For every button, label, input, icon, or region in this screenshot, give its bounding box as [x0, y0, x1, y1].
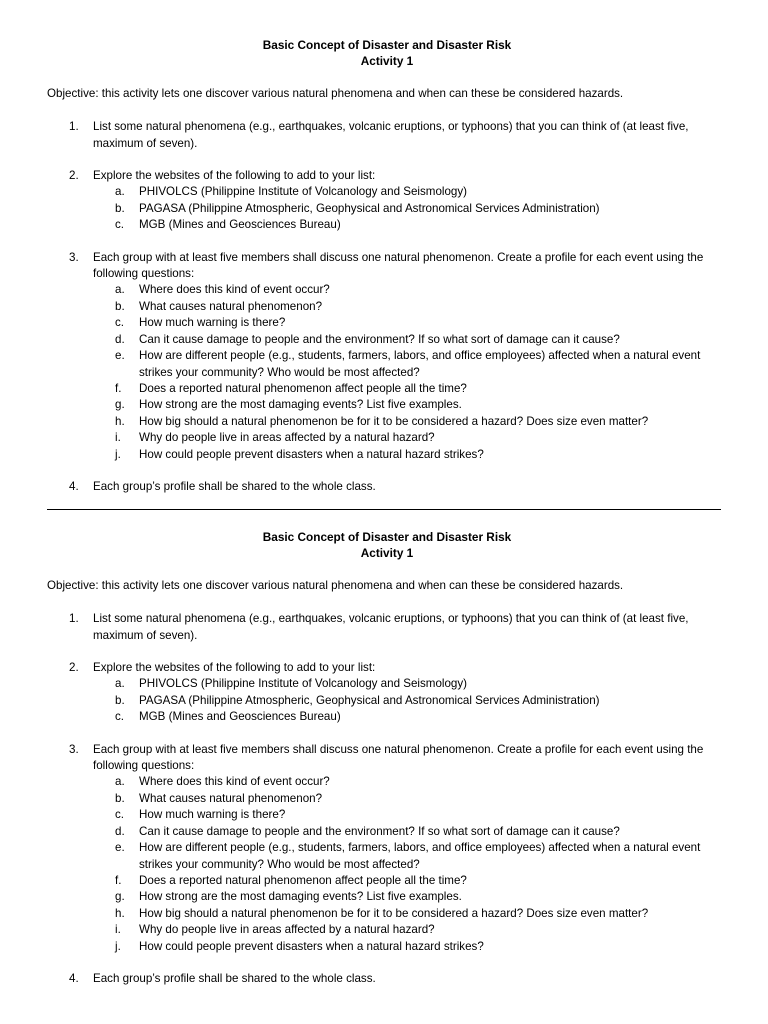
sub-item-letter: h. — [115, 906, 125, 920]
objective-text: Objective: this activity lets one discover various natural phenomena and when can these be considered hazards. — [47, 578, 624, 592]
sub-item-text: How big should a natural phenomenon be for it to be considered a hazard? Does size even matter? — [139, 906, 649, 920]
sub-item-letter: c. — [115, 316, 125, 330]
sub-item — [93, 807, 727, 823]
sub-item-text: What causes natural phenomenon? — [139, 791, 323, 805]
sub-item — [93, 791, 727, 807]
step-text: Each group’s profile shall be shared to the whole class. — [93, 479, 376, 493]
document-title: Basic Concept of Disaster and Disaster Risk — [262, 38, 512, 52]
step-number: 3. — [69, 250, 79, 264]
sub-item-letter: i. — [115, 923, 121, 937]
sub-item — [93, 299, 727, 315]
sub-item-text: How could people prevent disasters when a natural hazard strikes? — [139, 447, 484, 461]
step-number: 2. — [69, 169, 79, 183]
sub-item-letter: c. — [115, 218, 125, 232]
step-number: 1. — [69, 120, 79, 134]
sub-item-text: MGB (Mines and Geosciences Bureau) — [139, 218, 341, 232]
sub-item-text: PAGASA (Philippine Atmospheric, Geophysical and Astronomical Services Administration) — [139, 693, 600, 707]
sub-item — [93, 922, 727, 938]
sub-item-text: Can it cause damage to people and the environment? If so what sort of damage can it cause? — [139, 824, 620, 838]
sub-item-letter: g. — [115, 890, 125, 904]
sub-item — [93, 676, 727, 692]
sub-item — [93, 414, 727, 430]
sub-item-letter: e. — [115, 841, 125, 855]
sub-item-text: How strong are the most damaging events? List five examples. — [139, 398, 462, 412]
sub-item-text: Why do people live in areas affected by a natural hazard? — [139, 431, 435, 445]
sub-item-letter: e. — [115, 349, 125, 363]
sub-item — [93, 889, 727, 905]
sub-item — [93, 397, 727, 413]
sub-item — [93, 693, 727, 709]
activity-step — [47, 660, 727, 726]
sub-item-text: How are different people (e.g., students, farmers, labors, and office employees) affected when a natural event strikes your community? Who would be most affected? — [139, 349, 701, 379]
activity-copy-2 — [47, 529, 727, 1003]
document-subtitle: Activity 1 — [360, 54, 414, 69]
sub-item-letter: a. — [115, 775, 125, 789]
sub-item-letter: a. — [115, 283, 125, 297]
sub-item-letter: b. — [115, 201, 125, 215]
objective-text: Objective: this activity lets one discover various natural phenomena and when can these be considered hazards. — [47, 86, 624, 100]
sub-item-text: Why do people live in areas affected by a natural hazard? — [139, 923, 435, 937]
sub-item-text: How big should a natural phenomenon be for it to be considered a hazard? Does size even matter? — [139, 414, 649, 428]
activity-steps-list — [47, 611, 727, 987]
sub-item — [93, 282, 727, 298]
sub-item-letter: b. — [115, 693, 125, 707]
sub-item-letter: h. — [115, 414, 125, 428]
sub-item — [93, 709, 727, 725]
step-text: Explore the websites of the following to add to your list: — [93, 169, 376, 183]
sub-item — [93, 840, 727, 873]
sub-item-letter: i. — [115, 431, 121, 445]
step-number: 4. — [69, 971, 79, 985]
sub-item-text: Does a reported natural phenomenon affect people all the time? — [139, 873, 467, 887]
sub-item — [93, 348, 727, 381]
sub-item-letter: f. — [115, 873, 122, 887]
sub-item-text: How are different people (e.g., students, farmers, labors, and office employees) affected when a natural event strikes your community? Who would be most affected? — [139, 841, 701, 871]
sub-item-text: How much warning is there? — [139, 808, 286, 822]
sub-item — [93, 217, 727, 233]
page-divider — [47, 509, 721, 510]
sub-item — [93, 939, 727, 955]
activity-steps-list — [47, 119, 727, 495]
sub-item-text: PAGASA (Philippine Atmospheric, Geophysical and Astronomical Services Administration) — [139, 201, 600, 215]
sub-item-text: Where does this kind of event occur? — [139, 283, 330, 297]
document-subtitle: Activity 1 — [360, 546, 414, 561]
sub-item-letter: b. — [115, 299, 125, 313]
sub-item — [93, 315, 727, 331]
sub-item-text: PHIVOLCS (Philippine Institute of Volcanology and Seismology) — [139, 185, 468, 199]
sub-item-letter: j. — [115, 939, 121, 953]
activity-step — [47, 742, 727, 955]
sub-item-text: What causes natural phenomenon? — [139, 299, 323, 313]
sub-item-letter: c. — [115, 710, 125, 724]
document-title: Basic Concept of Disaster and Disaster Risk — [262, 530, 512, 544]
sub-item-text: How much warning is there? — [139, 316, 286, 330]
activity-step — [47, 479, 727, 495]
sub-item — [93, 184, 727, 200]
sub-item-letter: b. — [115, 791, 125, 805]
step-number: 3. — [69, 742, 79, 756]
step-sub-list — [93, 184, 727, 233]
activity-copy-1 — [47, 37, 727, 511]
step-sub-list — [93, 676, 727, 725]
step-sub-list — [93, 282, 727, 462]
sub-item-text: How strong are the most damaging events? List five examples. — [139, 890, 462, 904]
step-sub-list — [93, 774, 727, 954]
sub-item-text: Where does this kind of event occur? — [139, 775, 330, 789]
activity-step — [47, 611, 727, 644]
activity-step — [47, 168, 727, 234]
step-text: Explore the websites of the following to add to your list: — [93, 661, 376, 675]
step-number: 2. — [69, 661, 79, 675]
sub-item-letter: d. — [115, 332, 125, 346]
sub-item-text: MGB (Mines and Geosciences Bureau) — [139, 710, 341, 724]
activity-step — [47, 119, 727, 152]
sub-item-text: PHIVOLCS (Philippine Institute of Volcanology and Seismology) — [139, 677, 468, 691]
sub-item — [93, 774, 727, 790]
step-text: Each group’s profile shall be shared to the whole class. — [93, 971, 376, 985]
sub-item — [93, 824, 727, 840]
sub-item — [93, 381, 727, 397]
sub-item-letter: c. — [115, 808, 125, 822]
sub-item — [93, 332, 727, 348]
step-text: Each group with at least five members shall discuss one natural phenomenon. Create a profile for each event using the following questions: — [93, 250, 704, 281]
step-number: 4. — [69, 479, 79, 493]
step-number: 1. — [69, 612, 79, 626]
activity-step — [47, 971, 727, 987]
step-text: Each group with at least five members shall discuss one natural phenomenon. Create a profile for each event using the following questions: — [93, 742, 704, 773]
sub-item-letter: a. — [115, 677, 125, 691]
sub-item — [93, 201, 727, 217]
sub-item — [93, 906, 727, 922]
sub-item — [93, 430, 727, 446]
sub-item-letter: g. — [115, 398, 125, 412]
sub-item-text: How could people prevent disasters when a natural hazard strikes? — [139, 939, 484, 953]
sub-item-letter: a. — [115, 185, 125, 199]
sub-item — [93, 447, 727, 463]
sub-item-letter: d. — [115, 824, 125, 838]
sub-item-letter: j. — [115, 447, 121, 461]
step-text: List some natural phenomena (e.g., earthquakes, volcanic eruptions, or typhoons) that you can think of (at least five, maximum of seven). — [93, 120, 689, 150]
sub-item-text: Can it cause damage to people and the environment? If so what sort of damage can it cause? — [139, 332, 620, 346]
sub-item-letter: f. — [115, 381, 122, 395]
sub-item-text: Does a reported natural phenomenon affect people all the time? — [139, 381, 467, 395]
sub-item — [93, 873, 727, 889]
activity-step — [47, 250, 727, 463]
step-text: List some natural phenomena (e.g., earthquakes, volcanic eruptions, or typhoons) that you can think of (at least five, maximum of seven). — [93, 612, 689, 642]
